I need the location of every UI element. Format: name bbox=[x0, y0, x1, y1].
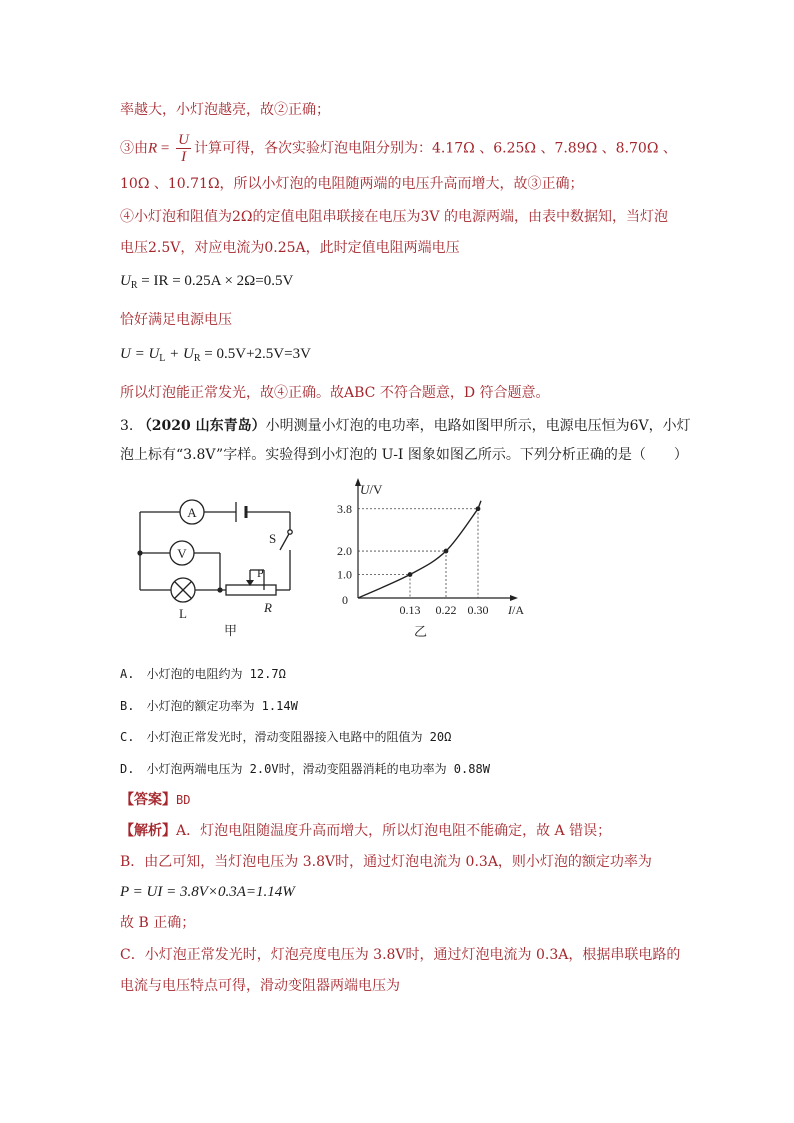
junction-right bbox=[217, 587, 222, 592]
equation-u-total bbox=[120, 344, 311, 369]
rheostat-body bbox=[226, 585, 276, 595]
data-point-1 bbox=[444, 549, 449, 554]
slider-label: P bbox=[257, 566, 264, 580]
switch-blade bbox=[280, 532, 290, 550]
eq2-sub-r: R bbox=[193, 353, 201, 364]
answer-value: BD bbox=[176, 793, 191, 807]
eq1-rest: = IR = 0.25A × 2Ω=0.5V bbox=[137, 273, 294, 289]
line-p5: 电压2.5V，对应电流为0.25A，此时定值电阻两端电压 bbox=[120, 240, 460, 256]
line-p2 bbox=[120, 132, 677, 166]
switch-contact bbox=[288, 530, 292, 534]
eq2-plus: + U bbox=[165, 346, 194, 362]
y-tick-label-0: 1.0 bbox=[337, 567, 352, 582]
circuit-caption: 甲 bbox=[224, 623, 238, 638]
data-point-0 bbox=[408, 572, 413, 577]
x-tick-label-0: 0.13 bbox=[399, 603, 421, 617]
analysis-a: A．灯泡电阻随温度升高而增大，所以灯泡电阻不能确定，故 A 错误； bbox=[176, 823, 612, 839]
analysis-a-line bbox=[120, 821, 611, 841]
eq1-sub: R bbox=[130, 280, 138, 291]
analysis-c1-line: C．小灯泡正常发光时，灯泡亮度电压为 3.8V时，通过灯泡电流为 0.3A，根据串联电路的 bbox=[120, 947, 681, 963]
ammeter-label: A bbox=[187, 505, 197, 520]
voltmeter-label: V bbox=[177, 546, 187, 561]
line-p3: 10Ω 、10.71Ω，所以小灯泡的电阻随两端的电压升高而增大，故③正确； bbox=[120, 176, 584, 192]
junction-left bbox=[137, 550, 142, 555]
option-b: B. 小灯泡的额定功率为 1.14W bbox=[120, 699, 298, 713]
circuit-diagram bbox=[128, 490, 318, 640]
chart-caption: 乙 bbox=[414, 624, 428, 639]
question-number: 3. bbox=[120, 418, 134, 434]
question-3-line1 bbox=[120, 416, 691, 436]
y-tick-label-1: 2.0 bbox=[337, 544, 352, 559]
fraction-u-over-i bbox=[176, 132, 191, 165]
x-tick-label-2: 0.30 bbox=[467, 603, 489, 617]
p2-rest: 计算可得，各次实验灯泡电阻分别为：4.17Ω 、6.25Ω 、7.89Ω 、8.70Ω 、 bbox=[193, 140, 677, 157]
x-axis-arrow bbox=[510, 595, 518, 601]
y-axis-label: U/V bbox=[360, 482, 383, 497]
p2-lead: ③由 bbox=[120, 140, 148, 157]
fraction-denominator: I bbox=[181, 149, 187, 165]
option-a: A. 小灯泡的电阻约为 12.7Ω bbox=[120, 667, 286, 681]
analysis-c2-line: 电流与电压特点可得，滑动变阻器两端电压为 bbox=[120, 978, 400, 994]
eq2-u: U = U bbox=[120, 346, 160, 362]
line-p1: 率越大，小灯泡越亮，故②正确； bbox=[120, 102, 330, 118]
fraction-numerator: U bbox=[178, 132, 189, 148]
x-tick-label-1: 0.22 bbox=[435, 603, 457, 617]
eq1-u: U bbox=[120, 273, 131, 289]
line-p6: 恰好满足电源电压 bbox=[120, 312, 232, 328]
option-d: D. 小灯泡两端电压为 2.0V时，滑动变阻器消耗的电功率为 0.88W bbox=[120, 762, 490, 776]
x-axis-label: I/A bbox=[508, 603, 524, 617]
y-tick-label-2: 3.8 bbox=[337, 501, 352, 516]
analysis-label: 【解析】 bbox=[120, 823, 176, 839]
analysis-b-line: B．由乙可知，当灯泡电压为 3.8V时，通过灯泡电流为 0.3A，则小灯泡的额定功率为 bbox=[120, 854, 652, 870]
eq2-rest: = 0.5V+2.5V=3V bbox=[200, 346, 311, 362]
equation-ur bbox=[120, 271, 293, 296]
ui-graph bbox=[322, 480, 524, 642]
answer-label: 【答案】 bbox=[120, 792, 176, 808]
question-3-line2: 泡上标有“3.8V”字样。实验得到小灯泡的 U-I 图象如图乙所示。下列分析正确的是（ ） bbox=[120, 447, 688, 463]
answer-line bbox=[120, 790, 190, 810]
question-source: （2020 山东青岛） bbox=[137, 418, 266, 434]
origin-label: 0 bbox=[342, 593, 348, 607]
line-p4: ④小灯泡和阻值为2Ω的定值电阻串联接在电压为3V 的电源两端，由表中数据知，当灯泡 bbox=[120, 209, 668, 225]
p2-eq: = bbox=[157, 140, 174, 157]
rheostat-label: R bbox=[264, 600, 272, 615]
switch-label: S bbox=[269, 531, 277, 546]
data-point-2 bbox=[476, 506, 481, 511]
analysis-b2-line: 故 B 正确； bbox=[120, 915, 196, 931]
question-text-1: 小明测量小灯泡的电功率，电路如图甲所示，电源电压恒为6V，小灯 bbox=[265, 418, 691, 434]
eq2-sub-l: L bbox=[159, 353, 166, 364]
option-c: C. 小灯泡正常发光时，滑动变阻器接入电路中的阻值为 20Ω bbox=[120, 730, 452, 744]
u-i-curve bbox=[358, 501, 481, 598]
p2-r: R bbox=[148, 140, 158, 157]
line-p7: 所以灯泡能正常发光，故④正确。故ABC 不符合题意，D 符合题意。 bbox=[120, 385, 550, 401]
analysis-equation: P = UI = 3.8V×0.3A=1.14W bbox=[120, 884, 295, 900]
lamp-label: L bbox=[179, 606, 187, 621]
